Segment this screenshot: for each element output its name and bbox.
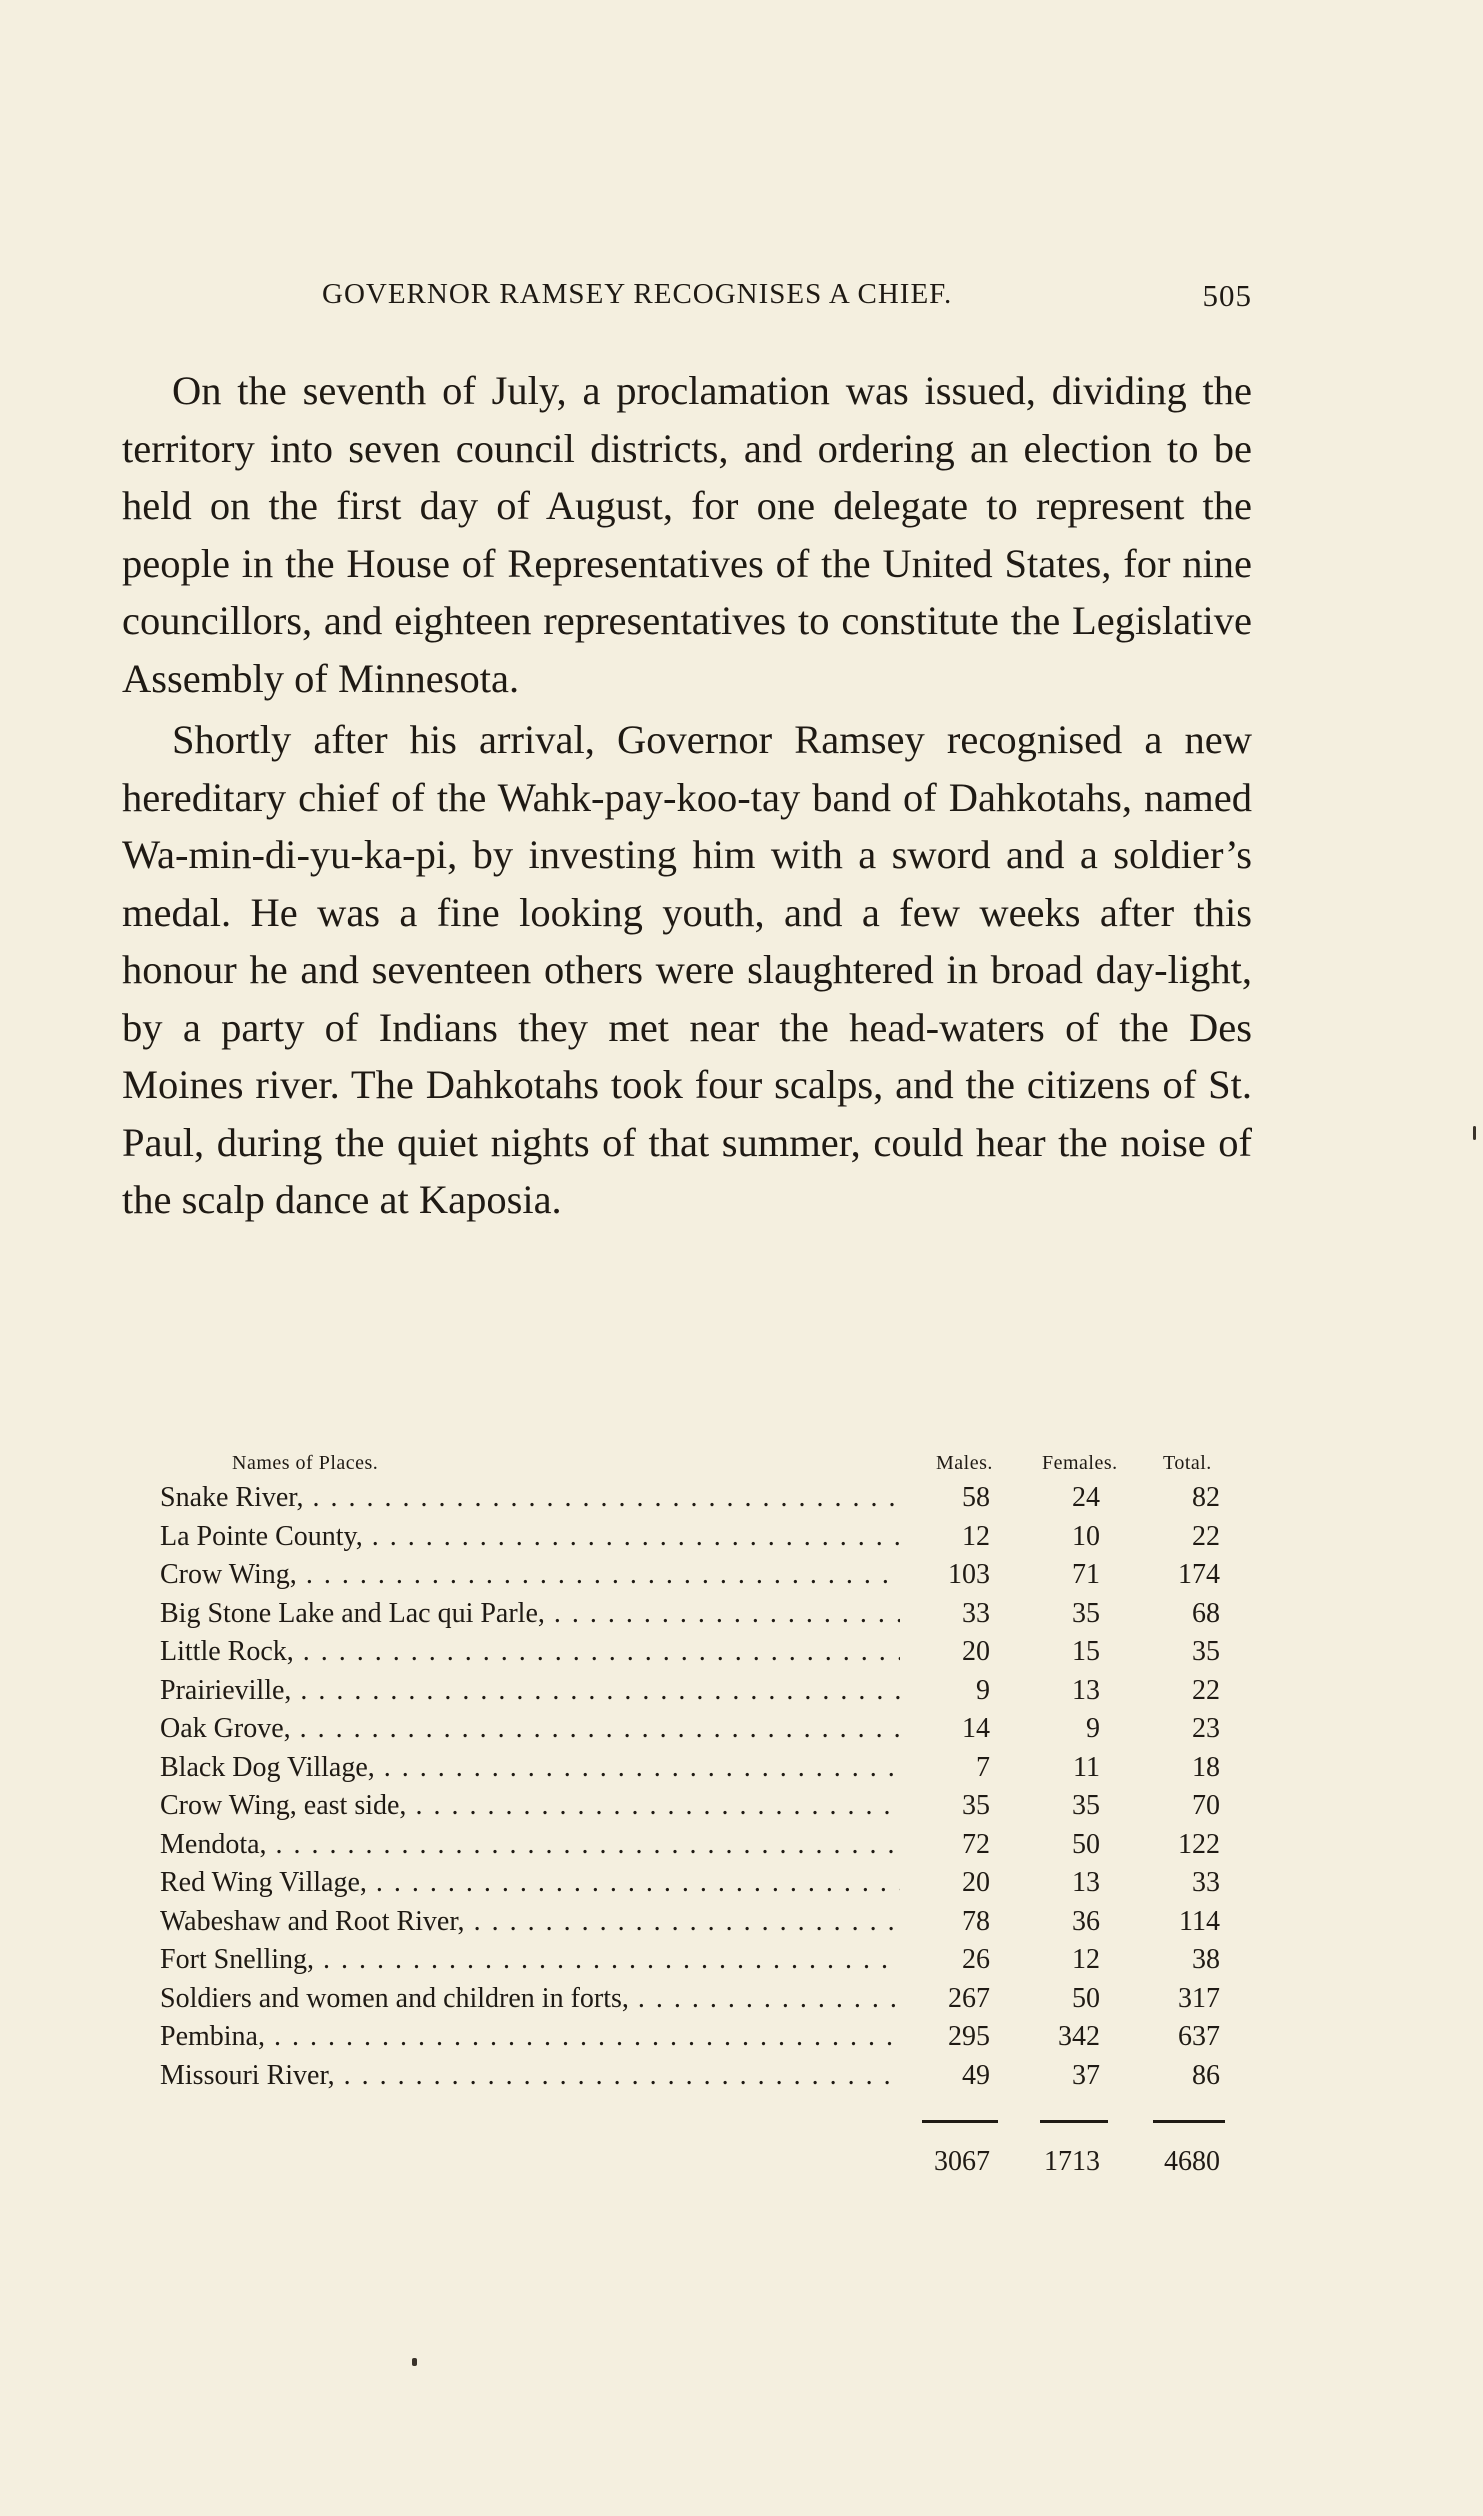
place-name: Wabeshaw and Root River, . . .: [160, 1906, 900, 1938]
place-name: Big Stone Lake and Lac qui Parle, . . .: [160, 1598, 900, 1630]
running-head-title: GOVERNOR RAMSEY RECOGNISES A CHIEF.: [322, 278, 953, 310]
total-value: 174: [1178, 1559, 1220, 1590]
place-name: Prairieville, . . .: [160, 1675, 900, 1707]
table-row: [160, 1713, 1270, 1752]
males-value: 78: [962, 1905, 990, 1937]
females-value: 342: [1058, 2021, 1100, 2052]
place-name: Fort Snelling, . . .: [160, 1944, 900, 1976]
grand-total: 4680: [1164, 2146, 1220, 2177]
females-value: 71: [1072, 1559, 1100, 1590]
total-value: 317: [1178, 1982, 1220, 2014]
males-value: 72: [962, 1828, 990, 1860]
table-body: [160, 1482, 1270, 2098]
males-value: 20: [962, 1867, 990, 1898]
table-row: [160, 1598, 1270, 1637]
place-name: Pembina, . . .: [160, 2021, 900, 2053]
place-name: Crow Wing, east side, . . .: [160, 1790, 900, 1822]
table-row: [160, 1983, 1270, 2022]
females-value: 15: [1072, 1636, 1100, 1667]
table-row: [160, 2060, 1270, 2099]
table-row: [160, 2021, 1270, 2060]
table-row: [160, 1829, 1270, 1868]
females-value: 50: [1072, 1982, 1100, 2014]
females-value: 35: [1072, 1790, 1100, 1821]
males-value: 295: [948, 2021, 990, 2052]
males-value: 7: [976, 1751, 990, 1783]
place-name: Snake River, . . .: [160, 1482, 900, 1514]
place-name: Oak Grove, . . .: [160, 1713, 900, 1745]
paragraph: Shortly after his arrival, Governor Ramsey recognised a new hereditary chief of the Wahk-pay-koo-tay band of Dahkotahs, named Wa-min-di-yu-ka-pi, by investing him with a sword and a soldier’s medal. He was a fine looking youth, and a few weeks after this honour he and seventeen others were slaughtered in broad day-light, by a party of Indians they met near the head-waters of the Des Moines river. The Dahkotahs took four scalps, and the citizens of St. Paul, during the quiet nights of that summer, could hear the noise of the scalp dance at Kaposia.: [122, 717, 1252, 1222]
header-places: Names of Places.: [232, 1452, 379, 1474]
total-value: 114: [1179, 1905, 1220, 1937]
place-name: Little Rock, . . .: [160, 1636, 900, 1668]
paragraph: On the seventh of July, a proclamation was issued, dividing the territory into seven council districts, and ordering an election to be held on the first day of August, for one delegate to represent the people in the House of Representatives of the United States, for nine councillors, and eighteen representatives to constitute the Legislative Assembly of Minnesota.: [122, 368, 1252, 701]
total-value: 33: [1192, 1867, 1220, 1898]
total-value: 122: [1178, 1828, 1220, 1860]
table-row: [160, 1790, 1270, 1829]
total-value: 70: [1192, 1790, 1220, 1821]
place-name: Crow Wing, . . .: [160, 1559, 900, 1591]
place-name: Black Dog Village, . . .: [160, 1752, 900, 1784]
sum-rules: [160, 2098, 1270, 2138]
males-value: 12: [962, 1520, 990, 1552]
table-row: [160, 1675, 1270, 1714]
ink-speck: [1473, 1126, 1476, 1140]
header-males: Males.: [936, 1452, 993, 1474]
header-females: Females.: [1042, 1452, 1118, 1474]
place-name: Red Wing Village, . . .: [160, 1867, 900, 1899]
table-row: [160, 1482, 1270, 1521]
population-table: [160, 1448, 1270, 2178]
place-name: Missouri River, . . .: [160, 2060, 900, 2092]
males-value: 20: [962, 1636, 990, 1667]
females-value: 13: [1072, 1867, 1100, 1898]
females-value: 10: [1072, 1520, 1100, 1552]
males-value: 267: [948, 1982, 990, 2014]
males-value: 103: [948, 1559, 990, 1590]
females-value: 12: [1072, 1944, 1100, 1975]
females-total: 1713: [1044, 2146, 1100, 2177]
males-value: 14: [962, 1713, 990, 1744]
total-value: 22: [1192, 1520, 1220, 1552]
place-name: Soldiers and women and children in forts, . . .: [160, 1983, 900, 2015]
place-name: La Pointe County, . . .: [160, 1521, 900, 1553]
body-text: [122, 362, 1252, 1229]
total-value: 18: [1192, 1751, 1220, 1783]
total-value: 637: [1178, 2021, 1220, 2052]
females-value: 50: [1072, 1828, 1100, 1860]
table-row: [160, 1867, 1270, 1906]
table-row: [160, 1752, 1270, 1791]
totals-row: [160, 2138, 1270, 2178]
table-row: [160, 1906, 1270, 1945]
males-value: 35: [962, 1790, 990, 1821]
total-value: 68: [1192, 1597, 1220, 1629]
table-row: [160, 1521, 1270, 1560]
males-value: 49: [962, 2059, 990, 2091]
males-value: 33: [962, 1597, 990, 1629]
females-value: 24: [1072, 1482, 1100, 1513]
females-value: 35: [1072, 1597, 1100, 1629]
page-number: 505: [1202, 278, 1252, 313]
table-row: [160, 1559, 1270, 1598]
males-total: 3067: [934, 2146, 990, 2177]
females-value: 37: [1072, 2059, 1100, 2091]
males-value: 26: [962, 1944, 990, 1975]
place-name: Mendota, . . .: [160, 1829, 900, 1861]
total-value: 22: [1192, 1674, 1220, 1706]
females-value: 13: [1072, 1674, 1100, 1706]
males-value: 58: [962, 1482, 990, 1513]
males-value: 9: [976, 1674, 990, 1706]
table-row: [160, 1944, 1270, 1983]
females-value: 9: [1086, 1713, 1100, 1744]
sum-rule: [922, 2120, 998, 2123]
table-header: [160, 1448, 1270, 1482]
total-value: 35: [1192, 1636, 1220, 1667]
sum-rule: [1153, 2120, 1225, 2123]
header-total: Total.: [1163, 1452, 1212, 1474]
females-value: 11: [1073, 1751, 1100, 1783]
total-value: 86: [1192, 2059, 1220, 2091]
sum-rule: [1040, 2120, 1108, 2123]
total-value: 82: [1192, 1482, 1220, 1513]
running-head: [322, 278, 1252, 318]
females-value: 36: [1072, 1905, 1100, 1937]
table-row: [160, 1636, 1270, 1675]
total-value: 38: [1192, 1944, 1220, 1975]
total-value: 23: [1192, 1713, 1220, 1744]
ink-speck: [412, 2358, 417, 2366]
